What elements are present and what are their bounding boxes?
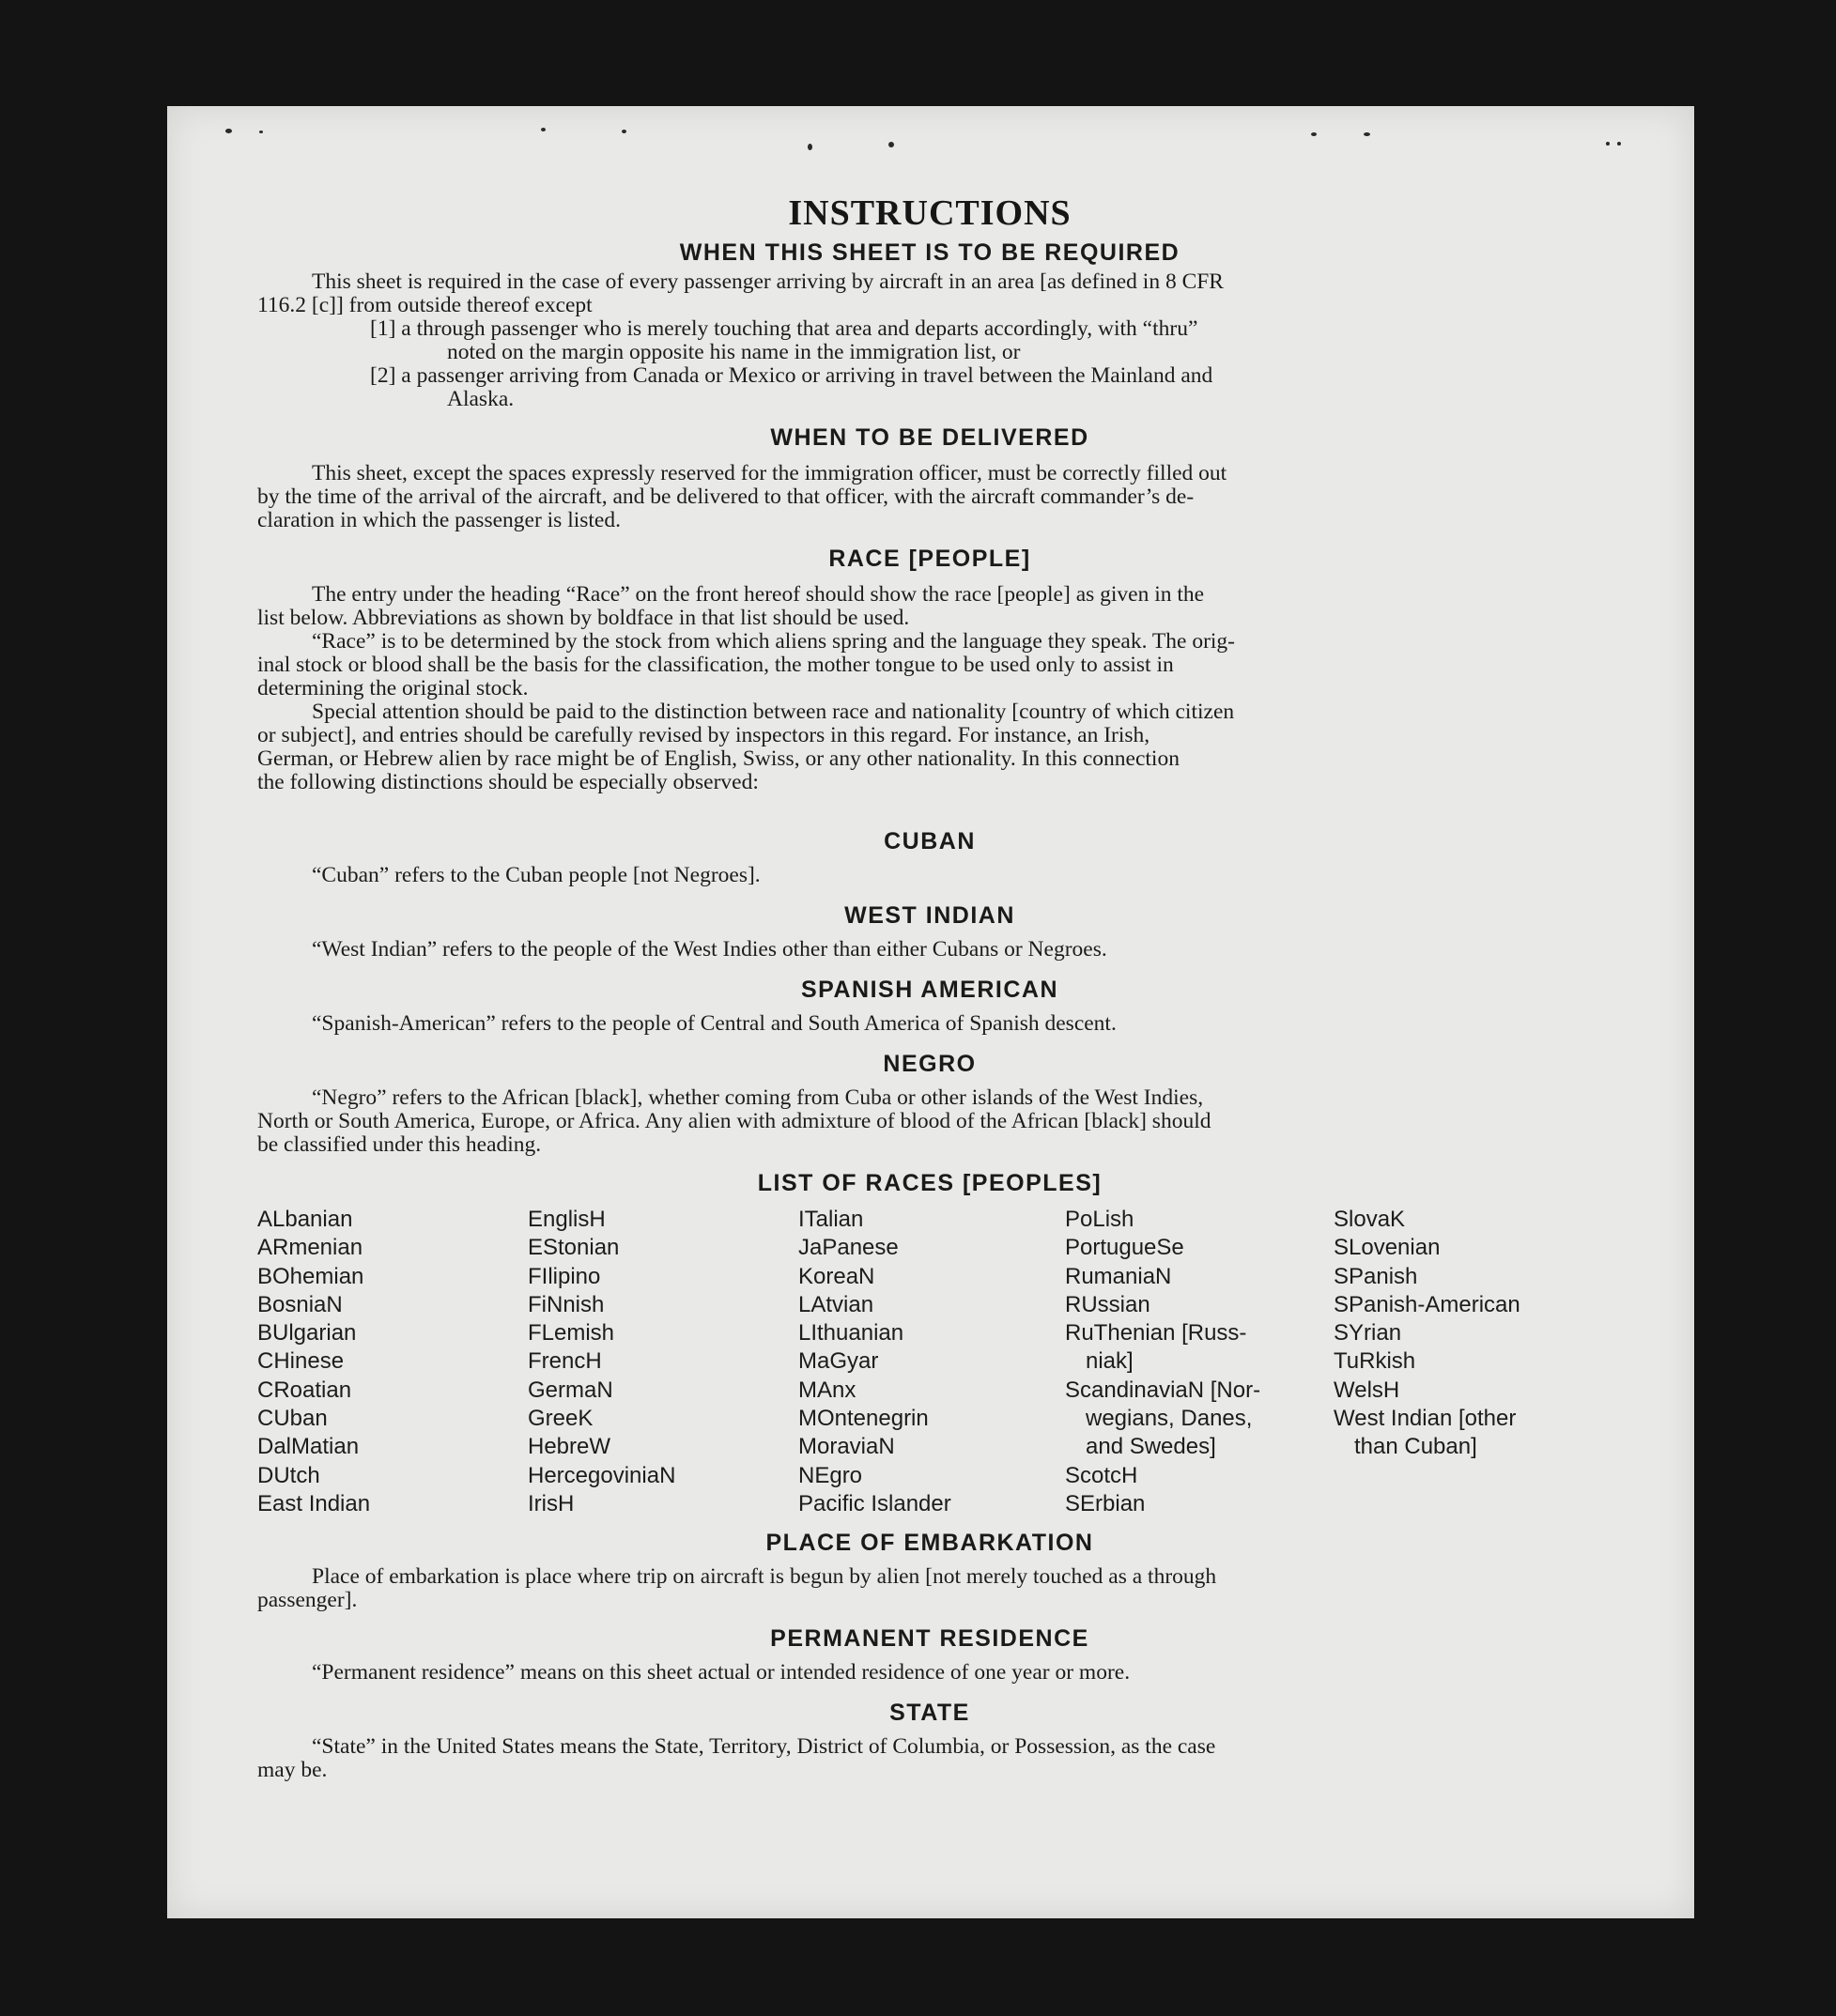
race-entry: CUban bbox=[257, 1406, 328, 1432]
race-entry: FIlipino bbox=[528, 1263, 601, 1289]
race-entry: BOhemian bbox=[257, 1263, 364, 1289]
race-entry: HercegoviniaN bbox=[528, 1462, 676, 1488]
negro-line1: “Negro” refers to the African [black], whether coming from Cuba or other islands of the West Indies, bbox=[312, 1085, 1204, 1110]
race-entry: DalMatian bbox=[257, 1434, 360, 1460]
race-entry: SPanish bbox=[1334, 1263, 1418, 1289]
page-title: INSTRUCTIONS bbox=[788, 193, 1072, 233]
race-entry: ScandinaviaN [Nor- bbox=[1065, 1377, 1261, 1403]
required-item-2-line1: [2] a passenger arriving from Canada or Mexico or arriving in travel between the Mainland and bbox=[370, 363, 1213, 388]
race-entry: ScotcH bbox=[1065, 1462, 1138, 1488]
spanish-american-text: “Spanish-American” refers to the people of Central and South America of Spanish descent. bbox=[312, 1011, 1117, 1036]
heading-negro: NEGRO bbox=[883, 1051, 977, 1077]
delivered-line2: by the time of the arrival of the aircraft, and be delivered to that officer, with the aircraft commander’s de- bbox=[257, 485, 1195, 509]
race-entry: SErbian bbox=[1065, 1490, 1146, 1516]
race-p2-line3: determining the original stock. bbox=[257, 676, 529, 700]
race-entry: RuThenian [Russ- bbox=[1065, 1320, 1247, 1347]
race-p1-line1: The entry under the heading “Race” on the front hereof should show the race [people] as given in the bbox=[312, 582, 1205, 607]
heading-list-of-races: LIST OF RACES [PEOPLES] bbox=[757, 1170, 1103, 1196]
embarkation-line1: Place of embarkation is place where trip on aircraft is begun by alien [not merely touched as a through bbox=[312, 1564, 1217, 1590]
heading-state: STATE bbox=[889, 1700, 970, 1727]
race-entry: FLemish bbox=[528, 1320, 615, 1347]
state-line1: “State” in the United States means the State, Territory, District of Columbia, or Possession, as the case bbox=[312, 1734, 1216, 1760]
required-item-2 bbox=[370, 364, 1602, 411]
race-entry: SlovaK bbox=[1334, 1207, 1406, 1232]
race-column-3 bbox=[798, 1206, 1065, 1518]
race-column-1 bbox=[257, 1206, 528, 1518]
race-entry: GreeK bbox=[528, 1406, 594, 1432]
ink-speck bbox=[808, 144, 812, 150]
ink-speck bbox=[888, 142, 894, 147]
heading-place-of-embarkation: PLACE OF EMBARKATION bbox=[765, 1530, 1094, 1557]
embarkation-line2: passenger]. bbox=[257, 1588, 358, 1613]
race-entry: SLovenian bbox=[1334, 1235, 1441, 1261]
required-item-2-line2: Alaska. bbox=[447, 387, 515, 411]
race-column-5 bbox=[1334, 1206, 1602, 1518]
negro-line3: be classified under this heading. bbox=[257, 1132, 542, 1157]
state-line2: may be. bbox=[257, 1758, 328, 1783]
negro-line2: North or South America, Europe, or Africa. Any alien with admixture of blood of the African [black] should bbox=[257, 1109, 1211, 1133]
heading-spanish-american: SPANISH AMERICAN bbox=[800, 977, 1058, 1003]
delivered-line1: This sheet, except the spaces expressly reserved for the immigration officer, must be correctly filled out bbox=[312, 461, 1227, 485]
ink-speck bbox=[259, 131, 263, 133]
race-column-4 bbox=[1065, 1206, 1334, 1518]
race-entry: PortugueSe bbox=[1065, 1235, 1184, 1261]
race-entry: FrencH bbox=[528, 1348, 602, 1375]
cuban-text: “Cuban” refers to the Cuban people [not Negroes]. bbox=[312, 863, 761, 887]
ink-speck bbox=[1364, 132, 1370, 136]
race-entry: FiNnish bbox=[528, 1291, 605, 1317]
race-entry: ARmenian bbox=[257, 1235, 363, 1261]
required-intro-line2: 116.2 [c]] from outside thereof except bbox=[257, 293, 593, 317]
race-entry: and Swedes] bbox=[1086, 1434, 1216, 1460]
required-item-1 bbox=[370, 317, 1602, 364]
race-p3-line2: or subject], and entries should be carefully revised by inspectors in this regard. For instance, an Irish, bbox=[257, 723, 1150, 747]
race-entry: CRoatian bbox=[257, 1377, 352, 1403]
race-entry: MAnx bbox=[798, 1377, 856, 1403]
document-page bbox=[167, 106, 1694, 1918]
race-entry: HebreW bbox=[528, 1434, 611, 1460]
race-entry: East Indian bbox=[257, 1490, 371, 1516]
race-p3-line4: the following distinctions should be especially observed: bbox=[257, 770, 759, 794]
race-entry: CHinese bbox=[257, 1348, 345, 1375]
race-entry: LAtvian bbox=[798, 1291, 874, 1317]
race-entry: MOntenegrin bbox=[798, 1406, 929, 1432]
race-entry: MoraviaN bbox=[798, 1434, 895, 1460]
race-entry: SYrian bbox=[1334, 1320, 1402, 1347]
race-entry: RUssian bbox=[1065, 1291, 1150, 1317]
race-entry: SPanish-American bbox=[1334, 1291, 1520, 1317]
race-list bbox=[257, 1206, 1602, 1518]
race-entry: NEgro bbox=[798, 1462, 863, 1488]
race-entry: West Indian [other bbox=[1334, 1406, 1517, 1432]
race-entry: BUlgarian bbox=[257, 1320, 357, 1347]
ink-speck bbox=[541, 128, 546, 131]
race-entry: wegians, Danes, bbox=[1086, 1406, 1253, 1432]
race-entry: LIthuanian bbox=[798, 1320, 904, 1347]
race-entry: KoreaN bbox=[798, 1263, 875, 1289]
race-entry: Pacific Islander bbox=[798, 1490, 951, 1516]
race-entry: ITalian bbox=[798, 1207, 864, 1232]
race-entry: TuRkish bbox=[1334, 1348, 1416, 1375]
ink-speck bbox=[622, 130, 626, 133]
ink-speck bbox=[1617, 142, 1621, 146]
delivered-line3: claration in which the passenger is listed. bbox=[257, 508, 621, 532]
ink-speck bbox=[1311, 132, 1317, 136]
race-column-2 bbox=[528, 1206, 798, 1518]
race-entry: DUtch bbox=[257, 1462, 320, 1488]
instructions-content bbox=[257, 192, 1602, 1782]
race-p1-line2: list below. Abbreviations as shown by boldface in that list should be used. bbox=[257, 606, 910, 630]
race-entry: GermaN bbox=[528, 1377, 613, 1403]
race-entry: JaPanese bbox=[798, 1235, 899, 1261]
ink-speck bbox=[225, 129, 232, 133]
race-p2-line2: inal stock or blood shall be the basis for the classification, the mother tongue to be used only to assist in bbox=[257, 653, 1174, 677]
race-entry: IrisH bbox=[528, 1490, 575, 1516]
race-p3-line1: Special attention should be paid to the distinction between race and nationality [country of which citizen bbox=[312, 700, 1235, 724]
residence-text: “Permanent residence” means on this sheet actual or intended residence of one year or more. bbox=[312, 1660, 1131, 1685]
race-entry: BosniaN bbox=[257, 1291, 343, 1317]
heading-race: RACE [PEOPLE] bbox=[828, 546, 1031, 572]
race-entry: WelsH bbox=[1334, 1377, 1400, 1403]
required-item-1-line1: [1] a through passenger who is merely touching that area and departs accordingly, with “thru” bbox=[370, 316, 1198, 341]
race-entry: niak] bbox=[1086, 1348, 1134, 1375]
heading-when-delivered: WHEN TO BE DELIVERED bbox=[770, 424, 1089, 451]
heading-west-indian: WEST INDIAN bbox=[844, 902, 1015, 929]
heading-when-required: WHEN THIS SHEET IS TO BE REQUIRED bbox=[679, 239, 1180, 266]
race-entry: EnglisH bbox=[528, 1207, 606, 1232]
required-intro-line1: This sheet is required in the case of every passenger arriving by aircraft in an area [as defined in 8 CFR bbox=[312, 269, 1224, 294]
heading-cuban: CUBAN bbox=[884, 828, 976, 854]
heading-permanent-residence: PERMANENT RESIDENCE bbox=[770, 1625, 1089, 1653]
west-indian-text: “West Indian” refers to the people of the West Indies other than either Cubans or Negroes. bbox=[312, 937, 1107, 962]
race-entry: ALbanian bbox=[257, 1207, 353, 1232]
race-p3-line3: German, or Hebrew alien by race might be of English, Swiss, or any other nationality. In this connection bbox=[257, 746, 1180, 771]
race-entry: than Cuban] bbox=[1354, 1434, 1477, 1460]
ink-speck bbox=[1606, 142, 1610, 146]
race-entry: RumaniaN bbox=[1065, 1263, 1172, 1289]
race-p2-line1: “Race” is to be determined by the stock from which aliens spring and the language they speak. The orig- bbox=[312, 629, 1235, 654]
required-item-1-line2: noted on the margin opposite his name in the immigration list, or bbox=[447, 340, 1021, 364]
race-entry: EStonian bbox=[528, 1235, 620, 1261]
race-entry: MaGyar bbox=[798, 1348, 879, 1375]
race-entry: PoLish bbox=[1065, 1207, 1134, 1232]
